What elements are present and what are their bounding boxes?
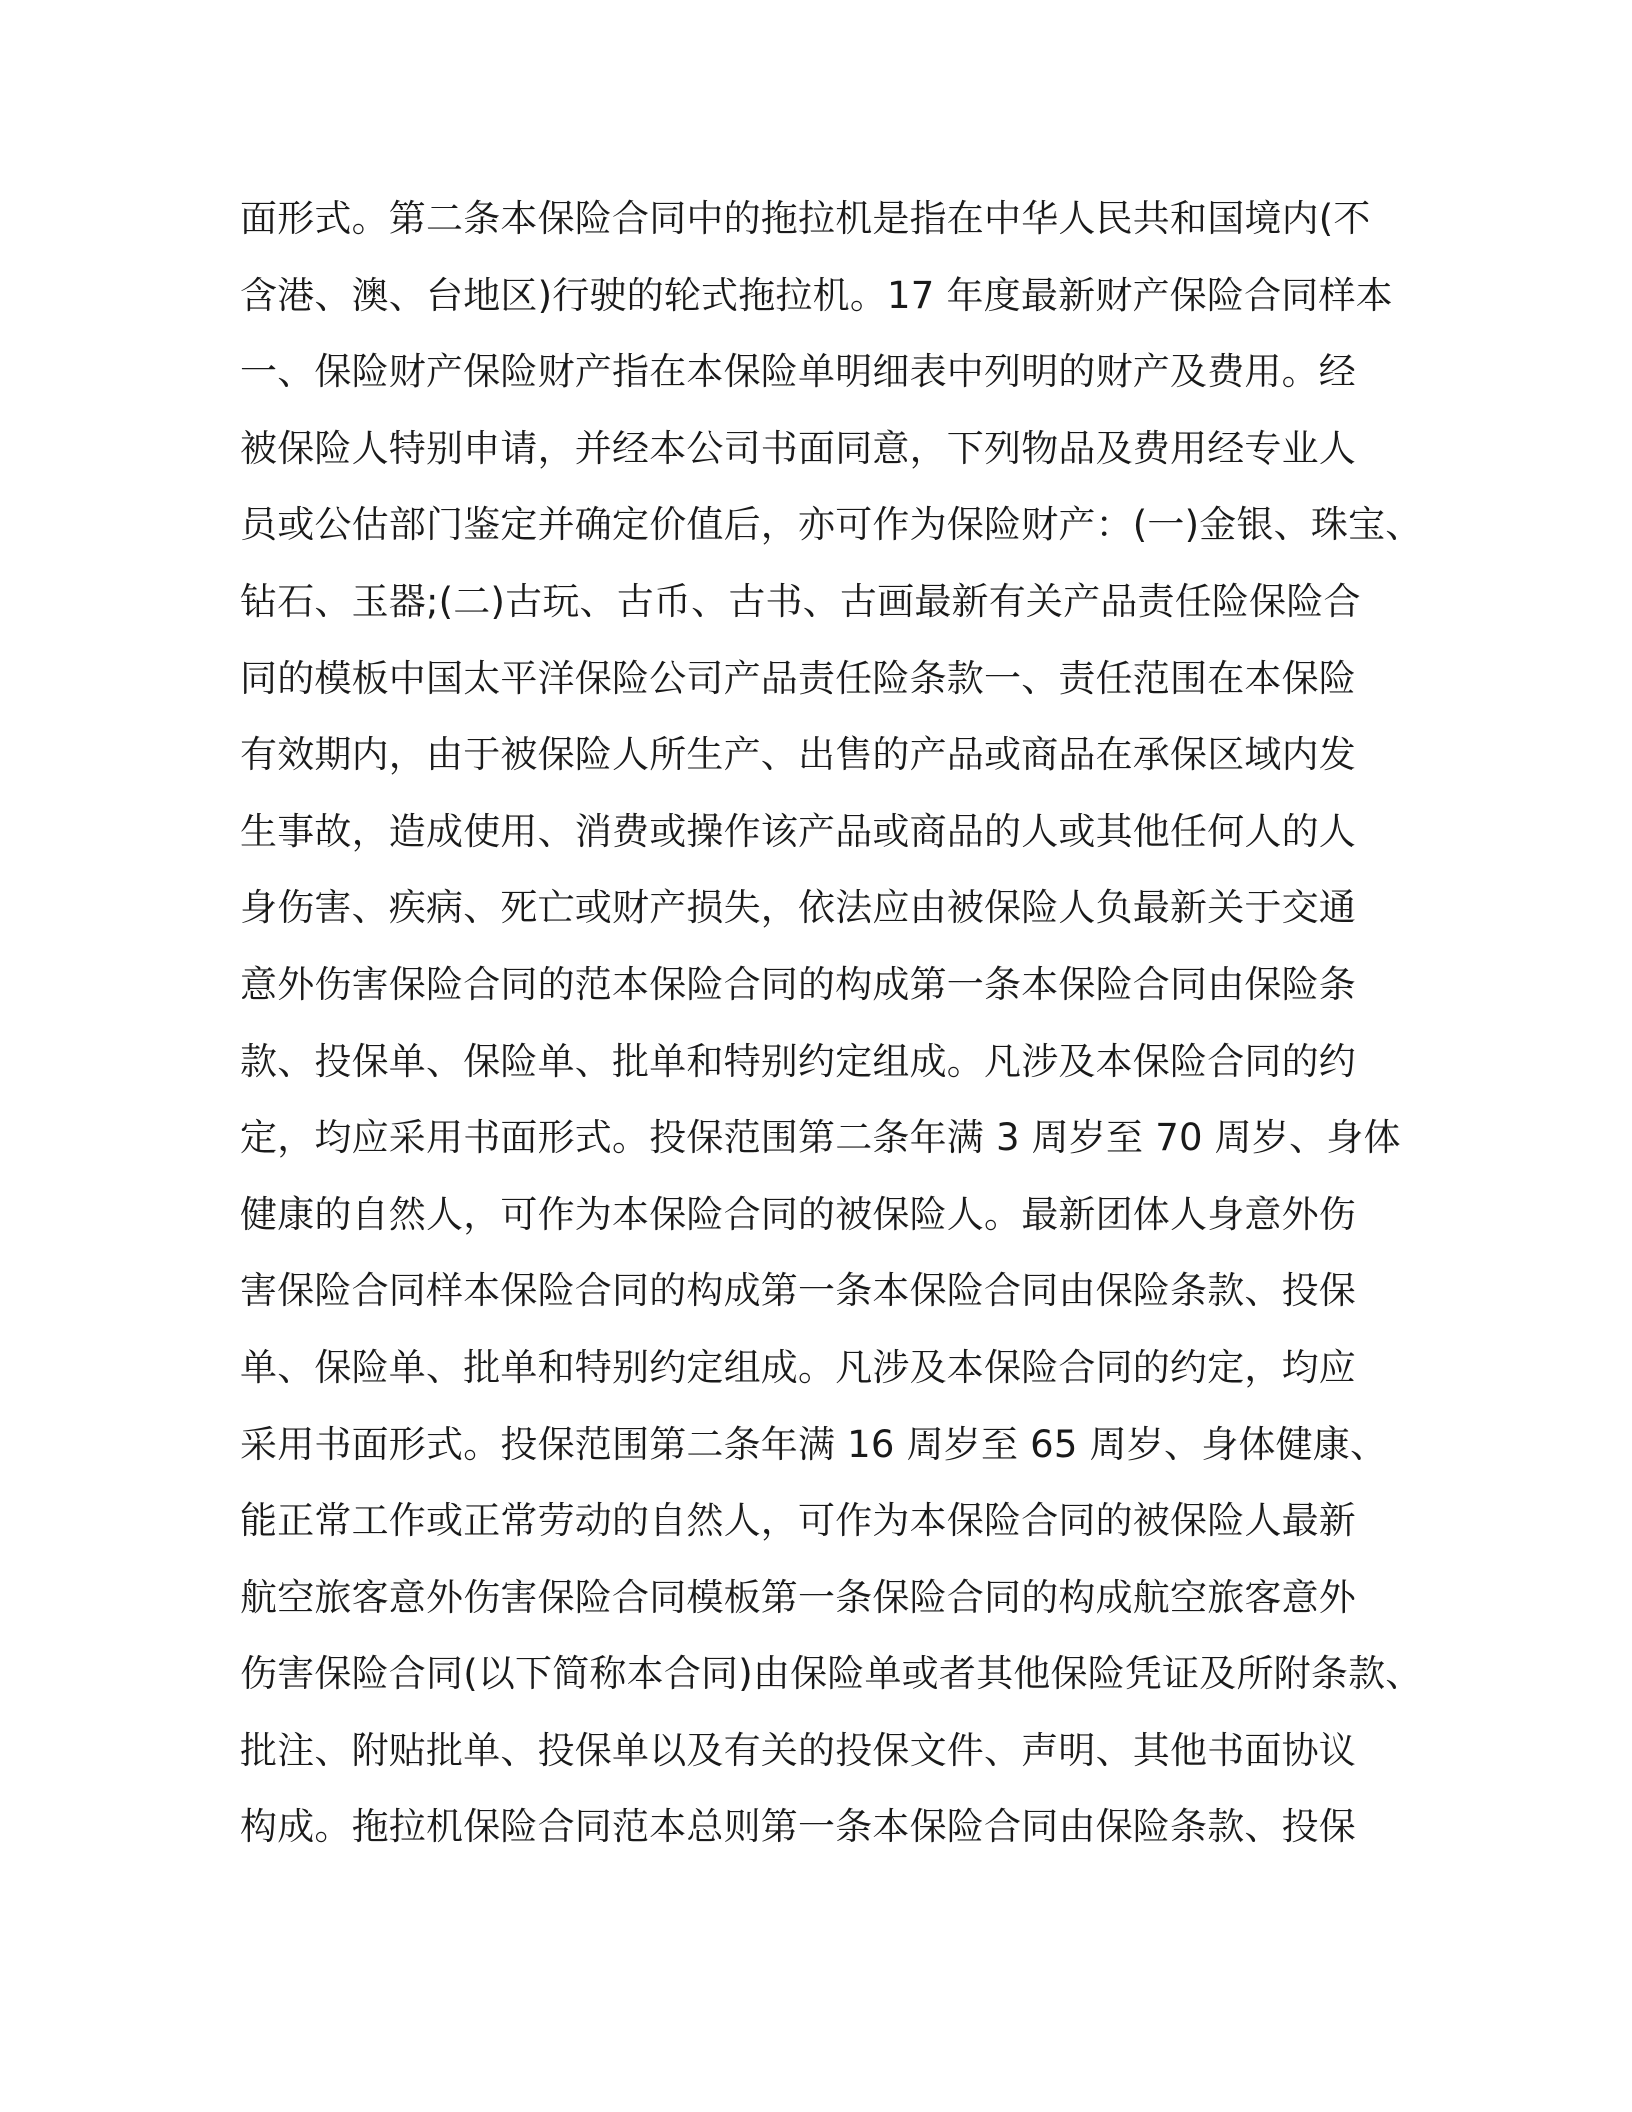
text-line: 面形式。第二条本保险合同中的拖拉机是指在中华人民共和国境内(不 bbox=[240, 197, 1371, 240]
text-line: 能正常工作或正常劳动的自然人，可作为本保险合同的被保险人最新 bbox=[240, 1499, 1356, 1543]
text-line: 单、保险单、批单和特别约定组成。凡涉及本保险合同的约定，均应 bbox=[240, 1345, 1356, 1389]
text-line: 批注、附贴批单、投保单以及有关的投保文件、声明、其他书面协议 bbox=[240, 1728, 1356, 1772]
text-line: 伤害保险合同(以下简称本合同)由保险单或者其他保险凭证及所附条款、 bbox=[240, 1652, 1423, 1696]
text-line: 采用书面形式。投保范围第二条年满 16 周岁至 65 周岁、身体健康、 bbox=[240, 1422, 1388, 1466]
text-line: 有效期内，由于被保险人所生产、出售的产品或商品在承保区域内发 bbox=[240, 733, 1356, 777]
text-line: 被保险人特别申请，并经本公司书面同意，下列物品及费用经专业人 bbox=[240, 426, 1356, 470]
text-line: 害保险合同样本保险合同的构成第一条本保险合同由保险条款、投保 bbox=[240, 1269, 1356, 1313]
text-line: 航空旅客意外伤害保险合同模板第一条保险合同的构成航空旅客意外 bbox=[240, 1575, 1356, 1619]
text-line: 构成。拖拉机保险合同范本总则第一条本保险合同由保险条款、投保 bbox=[240, 1805, 1356, 1849]
text-line: 定，均应采用书面形式。投保范围第二条年满 3 周岁至 70 周岁、身体 bbox=[240, 1116, 1401, 1160]
text-line: 同的模板中国太平洋保险公司产品责任险条款一、责任范围在本保险 bbox=[240, 656, 1356, 700]
text-line: 健康的自然人，可作为本保险合同的被保险人。最新团体人身意外伤 bbox=[240, 1192, 1356, 1236]
text-line: 一、保险财产保险财产指在本保险单明细表中列明的财产及费用。经 bbox=[240, 350, 1356, 394]
text-line: 生事故，造成使用、消费或操作该产品或商品的人或其他任何人的人 bbox=[240, 809, 1356, 853]
body-text bbox=[240, 190, 1423, 1875]
text-line: 意外伤害保险合同的范本保险合同的构成第一条本保险合同由保险条 bbox=[240, 962, 1356, 1006]
text-line: 钻石、玉器;(二)古玩、古币、古书、古画最新有关产品责任险保险合 bbox=[240, 579, 1361, 623]
text-line: 身伤害、疾病、死亡或财产损失，依法应由被保险人负最新关于交通 bbox=[240, 886, 1356, 930]
text-line: 含港、澳、台地区)行驶的轮式拖拉机。17 年度最新财产保险合同样本 bbox=[240, 273, 1393, 317]
text-line: 款、投保单、保险单、批单和特别约定组成。凡涉及本保险合同的约 bbox=[240, 1039, 1356, 1083]
text-line: 员或公估部门鉴定并确定价值后，亦可作为保险财产：(一)金银、珠宝、 bbox=[240, 503, 1423, 547]
